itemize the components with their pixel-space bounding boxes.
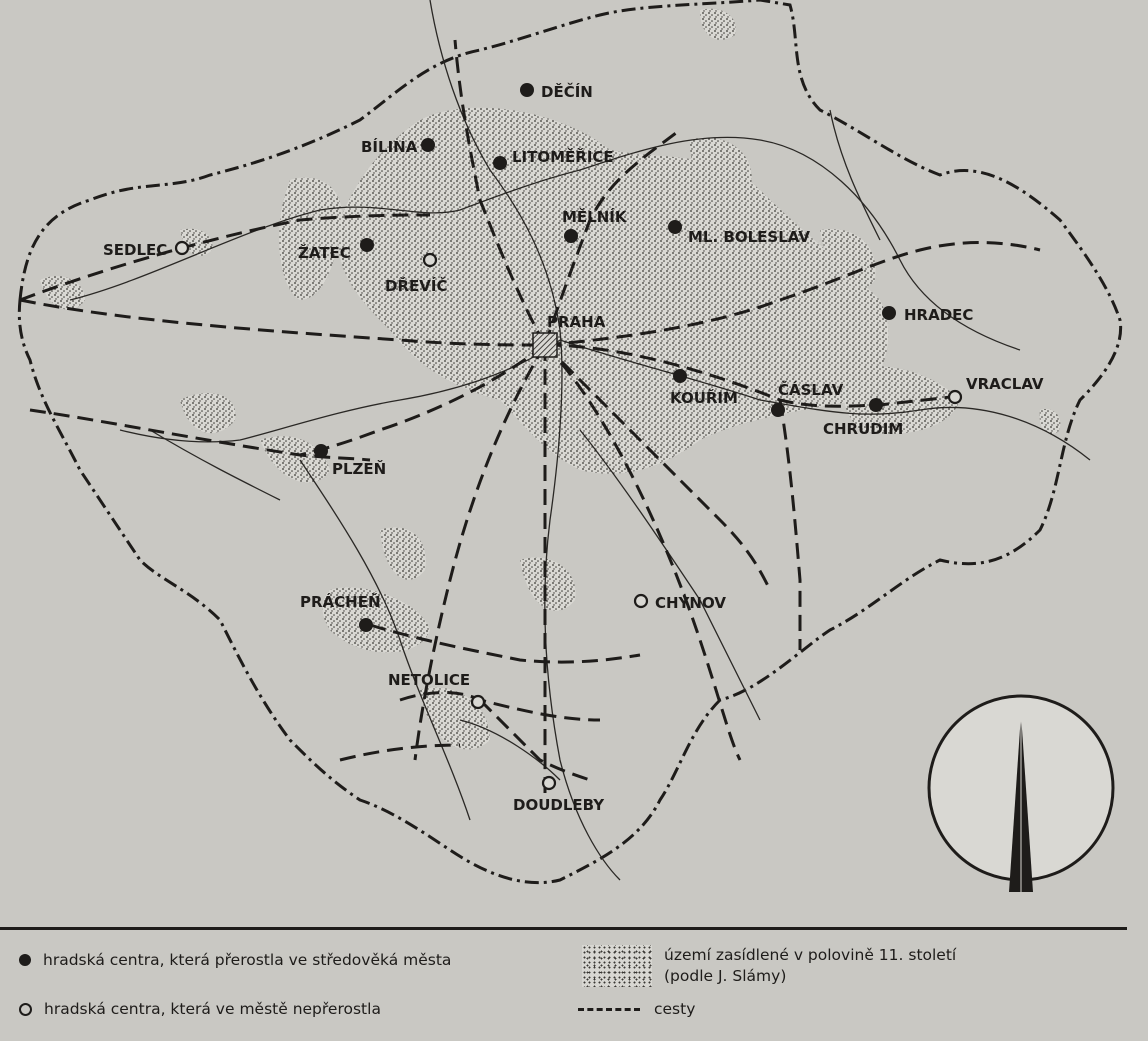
open-circle-icon — [424, 254, 436, 266]
legend-settled — [582, 945, 956, 987]
city-label-doudleby: DOUDLEBY — [513, 796, 605, 814]
filled-circle-icon — [668, 220, 682, 234]
legend-not-grown — [19, 1000, 381, 1018]
city-label-vraclav: VRACLAV — [966, 375, 1044, 393]
legend-roads-label: cesty — [654, 1000, 696, 1018]
city-label-chynov: CHÝNOV — [655, 594, 726, 612]
city-label-netolice: NETOLICE — [388, 671, 471, 689]
filled-circle-icon — [882, 306, 896, 320]
legend-not-grown-label: hradská centra, která ve městě nepřerostla — [44, 1000, 381, 1018]
filled-circle-icon — [360, 238, 374, 252]
capital-marker-icon — [533, 333, 557, 357]
filled-circle-icon — [564, 229, 578, 243]
city-label-ml-boleslav: ML. BOLESLAV — [688, 228, 810, 246]
city-label-decin: DĚČÍN — [541, 83, 593, 101]
open-circle-icon — [176, 242, 188, 254]
city-label-bilina: BÍLINA — [361, 138, 418, 156]
filled-circle-icon — [314, 444, 328, 458]
filled-circle-icon — [673, 369, 687, 383]
filled-circle-icon — [19, 954, 31, 966]
legend-grown-label: hradská centra, která přerostla ve středověká města — [43, 951, 452, 969]
north-arrow-icon — [929, 696, 1113, 892]
city-label-prachen: PRÁCHEŇ — [300, 593, 381, 611]
legend-settled-label-line2: (podle J. Slámy) — [664, 967, 787, 985]
city-label-praha: PRAHA — [547, 313, 606, 331]
settled-areas — [40, 9, 1060, 750]
stipple-swatch-icon — [582, 945, 652, 987]
legend-settled-label-line1: území zasídlené v polovině 11. století — [664, 946, 957, 964]
legend-divider — [0, 927, 1127, 930]
filled-circle-icon — [520, 83, 534, 97]
legend-grown — [19, 951, 451, 969]
open-circle-icon — [635, 595, 647, 607]
city-label-zatec: ŽATEC — [298, 244, 351, 262]
city-label-melnik: MĚLNÍK — [562, 208, 627, 226]
city-label-hradec: HRADEC — [904, 306, 974, 324]
open-circle-icon — [19, 1003, 32, 1016]
city-label-kourim: KOUŘIM — [670, 389, 738, 407]
dashed-line-icon — [578, 1008, 640, 1011]
city-label-sedlec: SEDLEC — [103, 241, 168, 259]
open-circle-icon — [472, 696, 484, 708]
city-label-drevic: DŘEVÍČ — [385, 277, 448, 295]
filled-circle-icon — [359, 618, 373, 632]
city-label-chrudim: CHRUDIM — [823, 420, 904, 438]
open-circle-icon — [543, 777, 555, 789]
open-circle-icon — [949, 391, 961, 403]
city-label-caslav: ČÁSLAV — [778, 381, 844, 399]
filled-circle-icon — [493, 156, 507, 170]
legend-roads — [578, 1000, 695, 1018]
city-label-litomerice: LITOMĚŘICE — [512, 148, 614, 166]
filled-circle-icon — [771, 403, 785, 417]
filled-circle-icon — [869, 398, 883, 412]
filled-circle-icon — [421, 138, 435, 152]
city-label-plzen: PLZEŇ — [332, 460, 387, 478]
